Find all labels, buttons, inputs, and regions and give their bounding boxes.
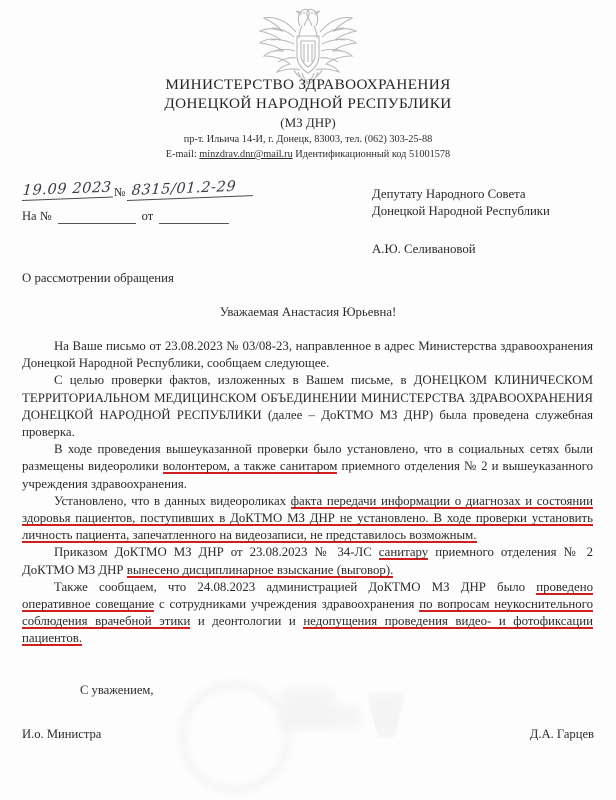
outgoing-date-value: 19.09 2023: [22, 179, 114, 201]
signature-block: [22, 727, 594, 742]
paragraph-3-highlight: волонтером, а также санитаром: [162, 459, 338, 474]
reference-row-incoming: [22, 208, 253, 224]
ministry-name-line-1: МИНИСТЕРСТВО ЗДРАВООХРАНЕНИЯ: [165, 76, 451, 93]
addressee-name: А.Ю. Селивановой: [372, 242, 476, 256]
paragraph-6-text-b: с сотрудниками учреждения здравоохранения: [154, 597, 420, 612]
paragraph-6-text-c: и деонтологии и: [190, 614, 304, 629]
paragraph-5-text-a: Приказом ДоКТМО МЗ ДНР от 23.08.2023 № 34-ЛС: [54, 545, 379, 560]
signer-position: И.о. Министра: [22, 727, 102, 741]
ident-code-label: Идентификационный код: [295, 149, 407, 160]
paragraph-6-text-a: Также сообщаем, что 24.08.2023 администрацией ДоКТМО МЗ ДНР было: [54, 579, 537, 594]
letterhead: [0, 76, 616, 161]
email-address[interactable]: minzdrav.dnr@mail.ru: [199, 149, 293, 160]
paragraph-4: [22, 493, 593, 545]
paragraph-6-highlight-1: проведено оперативное совещание: [22, 579, 593, 612]
watermark-blob-2: [282, 706, 360, 728]
paragraph-3: [22, 441, 593, 493]
signer-name: Д.А. Гарцев: [529, 727, 594, 741]
paragraph-6-highlight-2: по вопросам неукоснительного соблюдения врачебной этики: [22, 597, 593, 629]
paragraph-3-text-a: В ходе проведения вышеуказанной проверки было установлено, что в социальных сетях были размещены видеоролики: [22, 442, 593, 474]
paragraph-6: [22, 579, 593, 648]
paragraph-2-text: С целью проверки фактов, изложенных в Вашем письме, в ДОНЕЦКОМ КЛИНИЧЕСКОМ ТЕРРИТОРИАЛЬНОМ МЕДИЦИНСКОМ ОБЪЕДИНЕНИИ МИНИСТЕРСТВА ЗДРАВООХРАНЕНИЯ ДОНЕЦКОЙ НАРОДНОЙ РЕСПУБЛИКИ (далее – ДоКТМО МЗ ДНР) была проведена служебная проверка.: [22, 373, 593, 440]
ministry-name-line-2: ДОНЕЦКОЙ НАРОДНОЙ РЕСПУБЛИКИ: [164, 94, 452, 112]
paragraph-1: [22, 338, 593, 372]
incoming-number-label: На №: [22, 209, 52, 223]
paragraph-1-text: На Ваше письмо от 23.08.2023 № 03/08-23, направленное в адрес Министерства здравоохранения Донецкой Народной Республики, сообщаем следующее.: [22, 339, 593, 371]
reference-row-outgoing: [22, 178, 253, 201]
letter-body: [22, 338, 593, 648]
ministry-email-row: [0, 148, 616, 161]
number-symbol: №: [114, 185, 126, 199]
addressee-line-2: Донецкой Народной Республики: [372, 203, 550, 218]
ident-code-value: 51001578: [409, 149, 451, 160]
paragraph-4-text-a: Установлено, что в данных видеороликах: [54, 493, 291, 508]
paragraph-5: [22, 544, 593, 578]
addressee-line-1: Депутату Народного Совета: [372, 187, 526, 201]
incoming-number-blank[interactable]: [58, 212, 136, 224]
watermark-blob-1: [282, 688, 334, 728]
subject-line: О рассмотрении обращения: [22, 271, 174, 285]
salutation: Уважаемая Анастасия Юрьевна!: [219, 305, 397, 319]
paragraph-4-highlight: факта передачи информации о диагнозах и состоянии здоровья пациентов, поступивших в ДоКТМО МЗ ДНР не установлено. В ходе проверки установить личность пациента, запечатленного на видеозаписи, не представилось возможным.: [22, 493, 593, 543]
paragraph-2: [22, 372, 593, 441]
paragraph-5-text-b: приемного отделения № 2 ДоКТМО МЗ ДНР: [22, 545, 593, 577]
reference-block: [22, 178, 253, 224]
paragraph-5-highlight-1: санитару: [378, 545, 429, 560]
paragraph-5-highlight-2: вынесено дисциплинарное взыскание (выговор).: [126, 562, 394, 577]
addressee-block: [372, 186, 550, 258]
ministry-abbreviation: (МЗ ДНР): [280, 115, 336, 130]
incoming-date-blank[interactable]: [159, 212, 229, 224]
ministry-address: пр-т. Ильича 14-И, г. Донецк, 83003, тел. (062) 303-25-88: [183, 134, 433, 145]
email-label: E-mail:: [165, 149, 197, 160]
paragraph-3-text-b: приемного отделения № 2 и вышеуказанного учреждения здравоохранения.: [22, 459, 593, 491]
incoming-date-label: от: [141, 209, 154, 223]
paragraph-6-highlight-3: недопущения проведения видео- и фотофиксации пациентов.: [22, 614, 593, 646]
outgoing-number-value: 8315/01.2-29: [127, 178, 254, 201]
closing-line: С уважением,: [80, 683, 154, 697]
